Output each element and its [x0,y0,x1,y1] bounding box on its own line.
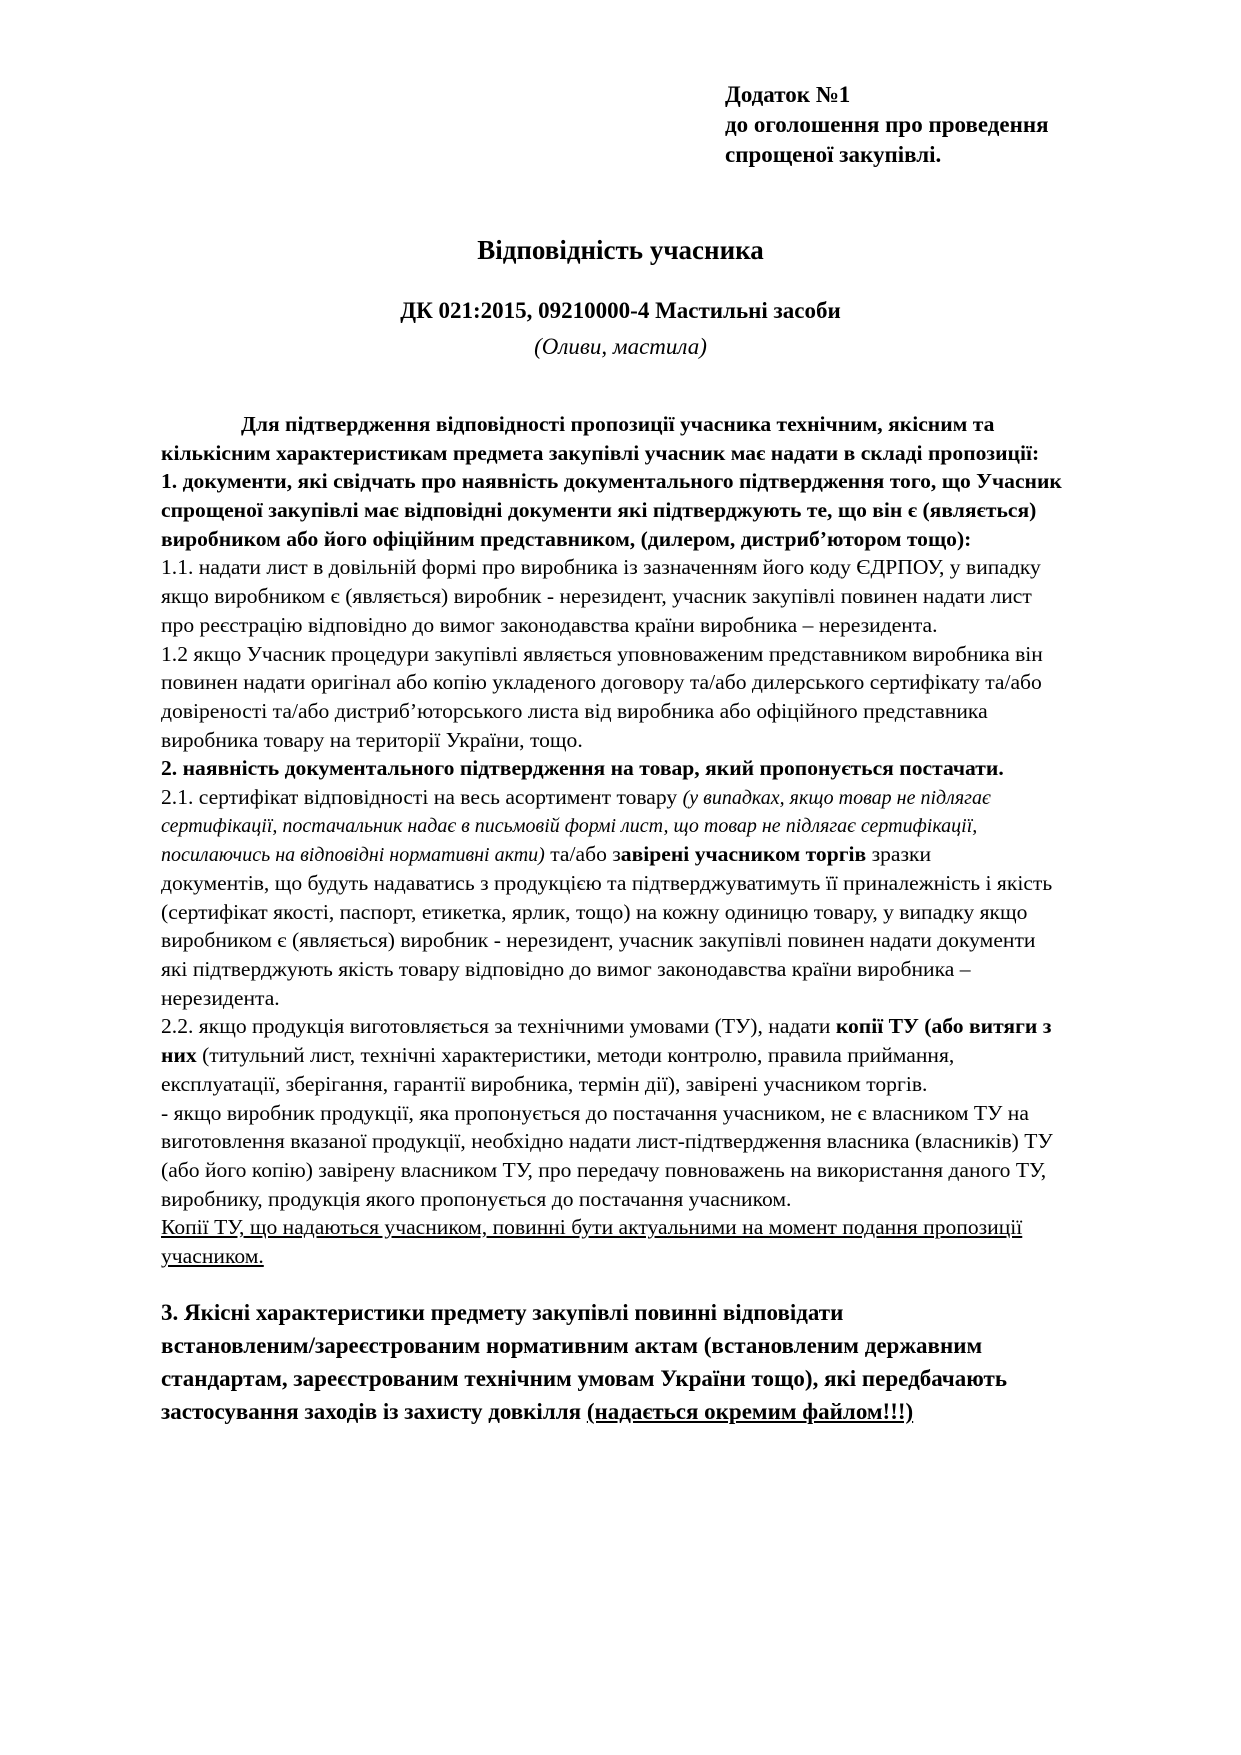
annex-header [725,80,1205,170]
body-line: нерезидента. [161,985,280,1010]
body-line: про реєстрацію відповідно до вимог законодавства країни виробника – нерезидента. [161,612,938,637]
section-3 [161,1296,1121,1428]
body-text: та/або з [544,842,621,867]
body-line: повинен надати оригінал або копію укладеного договору та/або дилерського сертифікату та/або [161,670,1042,695]
section-3-line [161,1395,1121,1428]
body-line: Для підтвердження відповідності пропозиції учасника технічним, якісним та [241,412,995,436]
requirements-body [161,410,1121,1271]
section-3-text: застосування заходів із захисту довкілля [161,1399,587,1424]
body-text: 2.2. якщо продукція виготовляється за технічними умовами (ТУ), надати [161,1014,836,1039]
body-text: (титульний лист, технічні характеристики, методи контролю, правила приймання, [196,1043,955,1068]
annex-line-3: спрощеної закупівлі. [725,142,942,167]
body-line [161,1041,1121,1070]
body-line: 1.1. надати лист в довільній формі про виробника із зазначенням його коду ЄДРПОУ, у випадку [161,555,1041,580]
body-line: 2. наявність документального підтвердження на товар, який пропонується постачати. [161,756,1004,781]
section-3-line: 3. Якісні характеристики предмету закупівлі повинні відповідати [161,1300,844,1325]
body-line: виробником або його офіційним представником, (дилером, дистриб’ютором тощо): [161,526,972,551]
body-text-italic: (у випадках, якщо товар не підлягає [682,786,991,809]
annex-number: Додаток №1 [725,82,851,107]
body-line: якщо виробником є (являється) виробник - нерезидент, учасник закупівлі повинен надати лист [161,584,1032,609]
document-subnote: (Оливи, мастила) [534,334,707,359]
body-line: спрощеної закупівлі має відповідні документи які підтверджують те, що він є (являється) [161,498,1037,523]
body-text: 2.1. сертифікат відповідності на весь асортимент товару [161,784,683,809]
document-title: Відповідність учасника [477,235,764,265]
body-line: (сертифікат якості, паспорт, етикетка, ярлик, тощо) на кожну одиницю товару, у випадку якщо [161,899,1028,924]
body-line [161,783,1121,812]
body-line: виробником є (являється) виробник - нерезидент, учасник закупівлі повинен надати документи [161,928,1036,953]
section-3-line: стандартам, зареєстрованим технічним умовам України тощо), які передбачають [161,1366,1008,1391]
body-line: які підтверджують якість товару відповідно до вимог законодавства країни виробника – [161,957,971,982]
body-line: експлуатації, зберігання, гарантії виробника, термін дії), завірені учасником торгів. [161,1071,928,1096]
body-line: виготовлення вказаної продукції, необхідно надати лист-підтвердження власника (власників) ТУ [161,1129,1053,1154]
body-line: 1.2 якщо Учасник процедури закупівлі являється уповноваженим представником виробника він [161,641,1043,666]
body-line: - якщо виробник продукції, яка пропонується до постачання учасником, не є власником ТУ на [161,1100,1029,1125]
body-text-bold: копії ТУ (або витяги з [835,1014,1052,1039]
body-line: документів, що будуть надаватись з продукцією та підтверджуватимуть її приналежність і якість [161,871,1053,895]
body-text: зразки [866,842,932,867]
body-line [161,840,1121,869]
document-subtitle: ДК 021:2015, 09210000-4 Мастильні засоби [400,298,841,323]
body-line: 1. документи, які свідчать про наявність документального підтвердження того, що Учасник [161,469,1062,494]
body-line [161,1012,1121,1041]
annex-line-2: до оголошення про проведення [725,112,1049,137]
section-3-line: встановленим/зареєстрованим нормативним актам (встановленим державним [161,1333,983,1358]
body-line-underlined: учасником. [161,1243,264,1268]
body-line: виробника товару на території України, тощо. [161,727,583,752]
body-line: довіреності та/або дистриб’юторського листа від виробника або офіційного представника [161,698,988,723]
body-line: (або його копію) завірену власником ТУ, про передачу повноважень на використання даного ТУ, [161,1157,1047,1182]
body-line: кількісним характеристикам предмета закупівлі учасник має надати в складі пропозиції: [161,440,1040,465]
body-text-bold: авірені учасником торгів [620,842,867,867]
body-line: сертифікації, постачальник надає в письмовій формі лист, що товар не підлягає сертифікації, [161,814,978,837]
separate-file-note: (надається окремим файлом!!!) [586,1399,914,1424]
body-line-underlined: Копії ТУ, що надаються учасником, повинні бути актуальними на момент подання пропозиції [161,1215,1023,1240]
body-text-italic: посилаючись на відповідні нормативні акти) [161,844,545,867]
body-line: виробнику, продукція якого пропонується до постачання учасником. [161,1186,792,1211]
body-text-bold: них [161,1043,197,1068]
